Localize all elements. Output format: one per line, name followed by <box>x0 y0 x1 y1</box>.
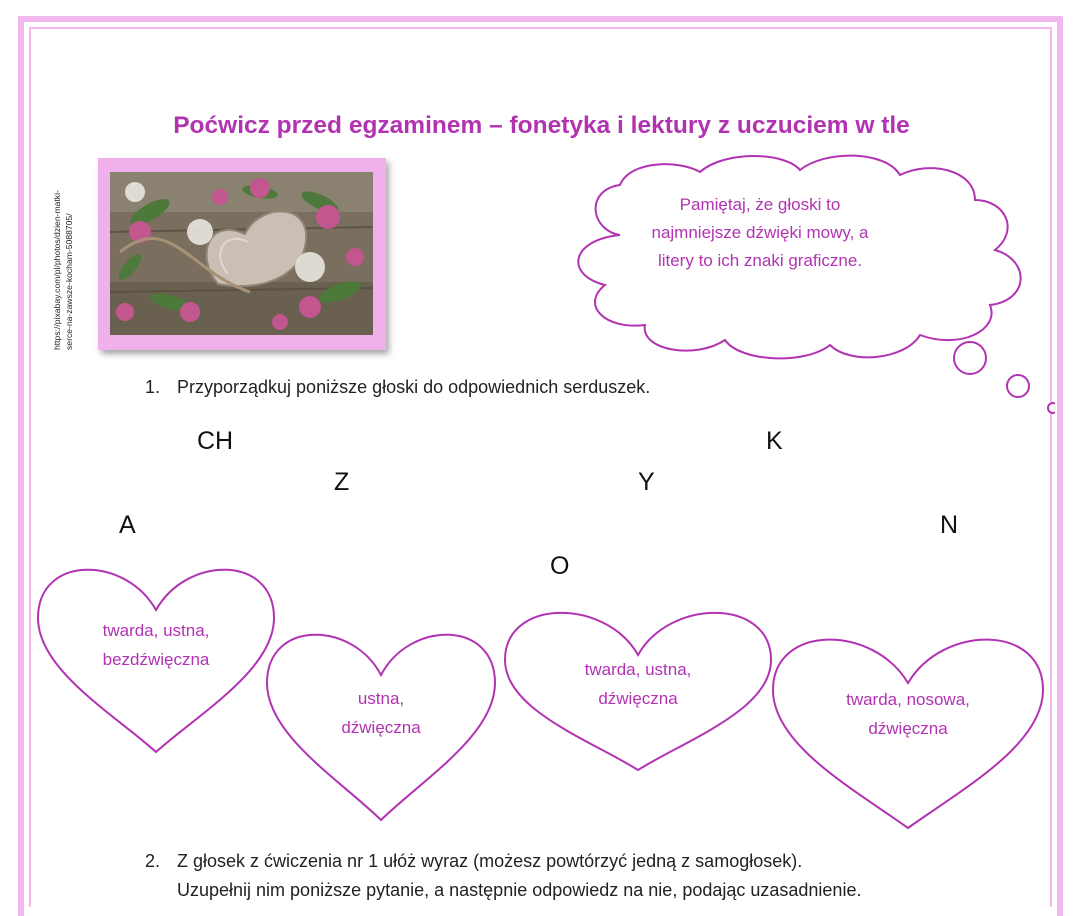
heart-label-1 <box>66 616 246 674</box>
heart-label-line: twarda, ustna, <box>584 660 692 679</box>
task-2 <box>145 847 861 905</box>
letter-ch: CH <box>197 427 234 455</box>
letter-y: Y <box>638 468 655 496</box>
heart-label-line: dźwięczna <box>598 689 678 708</box>
cloud-line: najmniejsze dźwięki mowy, a <box>651 223 869 242</box>
heart-label-line: dźwięczna <box>868 719 948 738</box>
letter-o: O <box>550 552 570 580</box>
letter-a: A <box>119 511 136 539</box>
task-text-line: Uzupełnij nim poniższe pytanie, a następnie odpowiedz na nie, podając uzasadnienie. <box>177 880 862 900</box>
letter-z: Z <box>334 468 350 496</box>
heart-label-line: twarda, nosowa, <box>846 690 970 709</box>
page-title: Poćwicz przed egzaminem – fonetyka i lektury z uczuciem w tle <box>173 112 910 139</box>
heart-label-4 <box>808 685 1008 743</box>
heart-label-line: twarda, ustna, <box>102 621 210 640</box>
cloud-line: litery to ich znaki graficzne. <box>657 251 863 270</box>
letter-n: N <box>940 511 959 539</box>
image-credit-text: https://pixabay.com/pl/photos/dzien-matki-serce-na-zawsze-kocham-5088705/ <box>52 190 74 350</box>
letter-k: K <box>766 427 783 455</box>
task-text: Przyporządkuj poniższe głoski do odpowiednich serduszek. <box>177 377 651 397</box>
heart-label-line: bezdźwięczna <box>102 650 210 669</box>
heart-label-3 <box>548 655 728 713</box>
heart-label-line: ustna, <box>357 689 405 708</box>
heart-label-2 <box>291 684 471 742</box>
task-number: 1. <box>145 377 161 397</box>
heart-label-line: dźwięczna <box>341 718 421 737</box>
cloud-line: Pamiętaj, że głoski to <box>679 195 841 214</box>
task-text-line: Z głosek z ćwiczenia nr 1 ułóż wyraz (możesz powtórzyć jedną z samogłosek). <box>177 851 803 871</box>
task-number: 2. <box>145 851 161 871</box>
